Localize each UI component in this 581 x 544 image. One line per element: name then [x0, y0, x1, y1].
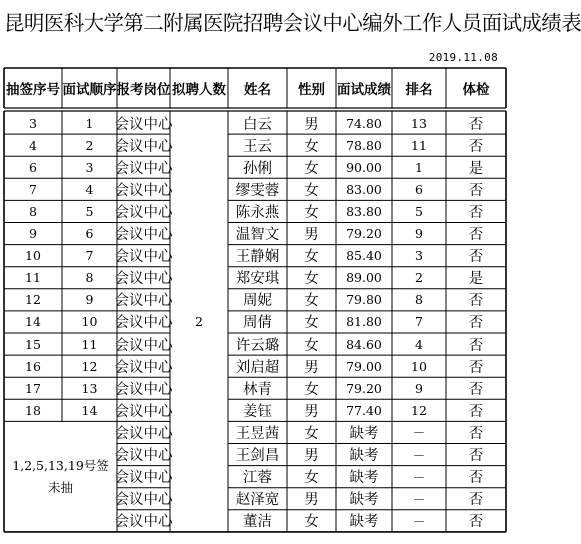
cell-rank: 2 [415, 270, 423, 286]
cell-score: 79.20 [346, 380, 382, 396]
cell-exam: 否 [468, 138, 484, 155]
cell-draw: 8 [29, 203, 37, 219]
cell-name: 孙俐 [243, 160, 272, 177]
cell-draw: 3 [29, 115, 37, 131]
cell-exam: 否 [468, 359, 484, 376]
cell-name: 周妮 [243, 293, 272, 310]
cell-score: 83.00 [346, 181, 382, 197]
cell-rank: 11 [411, 137, 427, 153]
cell-name: 王云 [243, 138, 272, 155]
cell-exam: 否 [468, 337, 484, 354]
cell-score: 缺考 [349, 470, 379, 487]
cell-post: 会议中心 [114, 315, 173, 332]
cell-score: 79.00 [346, 358, 382, 374]
cell-exam: 否 [468, 492, 484, 509]
cell-order: 4 [85, 181, 94, 197]
cell-draw: 15 [25, 336, 41, 352]
cell-order: 1 [85, 115, 94, 131]
cell-exam: 否 [468, 315, 484, 332]
cell-score: 83.80 [346, 203, 382, 219]
cell-draw: 11 [25, 270, 41, 286]
cell-score: 85.40 [346, 248, 382, 264]
cell-order: 11 [81, 336, 98, 352]
header-name: 姓名 [244, 82, 271, 98]
header-interview-order: 面试顺序 [62, 82, 117, 98]
cell-rank: 6 [415, 181, 423, 197]
cell-draw: 16 [25, 358, 41, 374]
cell-order: 14 [81, 402, 98, 418]
cell-name: 林青 [243, 381, 272, 398]
cell-post: 会议中心 [114, 337, 173, 354]
cell-gender: 女 [304, 138, 319, 155]
cell-name: 郑安琪 [235, 271, 280, 288]
cell-draw: 9 [29, 226, 37, 242]
cell-rank: 9 [415, 226, 423, 242]
cell-exam: 否 [468, 403, 484, 420]
cell-exam: 否 [468, 425, 484, 442]
header-hire-count: 拟聘人数 [172, 82, 226, 98]
cell-gender: 女 [304, 337, 319, 354]
header-rank: 排名 [405, 82, 433, 98]
cell-rank: 7 [415, 314, 423, 330]
cell-gender: 女 [304, 293, 319, 310]
cell-name: 姜钰 [243, 403, 272, 420]
cell-exam: 否 [468, 470, 484, 487]
header-score: 面试成绩 [337, 82, 391, 98]
cell-post: 会议中心 [114, 514, 173, 531]
cell-order: 6 [85, 226, 94, 242]
hire-count-cell: 2 [195, 314, 203, 330]
cell-exam: 否 [468, 249, 484, 266]
cell-name: 缪雯蓉 [235, 182, 280, 199]
cell-order: 9 [85, 292, 94, 308]
cell-exam: 否 [468, 293, 484, 310]
cell-gender: 男 [304, 116, 319, 133]
cell-gender: 女 [304, 182, 319, 199]
cell-post: 会议中心 [114, 116, 173, 133]
cell-name: 江蓉 [243, 470, 272, 487]
cell-draw: 14 [25, 314, 41, 330]
cell-gender: 女 [304, 271, 319, 288]
cell-name: 温智文 [235, 227, 280, 244]
cell-gender: 女 [304, 425, 319, 442]
cell-gender: 女 [304, 514, 319, 531]
cell-post: 会议中心 [114, 249, 173, 266]
sheet-date: 2019.11.08 [428, 51, 498, 64]
cell-exam: 否 [468, 204, 484, 221]
cell-post: 会议中心 [114, 425, 173, 442]
cell-exam: 否 [468, 182, 484, 199]
cell-post: 会议中心 [114, 227, 173, 244]
cell-order: 5 [85, 203, 94, 219]
cell-post: 会议中心 [114, 160, 173, 177]
cell-post: 会议中心 [114, 182, 173, 199]
cell-score: 79.20 [346, 226, 382, 242]
cell-rank: 9 [415, 380, 423, 396]
cell-post: 会议中心 [114, 448, 173, 465]
cell-post: 会议中心 [114, 293, 173, 310]
cell-order: 8 [85, 270, 94, 286]
cell-gender: 男 [304, 448, 319, 465]
cell-exam: 否 [468, 448, 484, 465]
cell-rank: 13 [411, 115, 427, 131]
cell-post: 会议中心 [114, 204, 173, 221]
cell-gender: 男 [304, 227, 319, 244]
cell-score: 缺考 [349, 514, 379, 531]
cell-rank: 4 [415, 336, 423, 352]
cell-exam: 是 [468, 271, 484, 288]
cell-name: 王剑昌 [235, 448, 280, 465]
cell-name: 王静娴 [235, 249, 280, 266]
cell-name: 刘启超 [235, 359, 280, 376]
cell-order: 2 [85, 137, 94, 153]
cell-rank: － [412, 469, 426, 485]
cell-rank: － [412, 447, 426, 463]
cell-gender: 女 [304, 249, 319, 266]
cell-gender: 女 [304, 204, 319, 221]
cell-score: 89.00 [346, 270, 382, 286]
cell-post: 会议中心 [114, 403, 173, 420]
cell-score: 81.80 [346, 314, 382, 330]
cell-exam: 否 [468, 227, 484, 244]
cell-post: 会议中心 [114, 359, 173, 376]
cell-gender: 女 [304, 160, 319, 177]
cell-exam: 否 [468, 381, 484, 398]
cell-order: 7 [85, 248, 94, 264]
cell-draw: 4 [29, 137, 37, 153]
cell-score: 78.80 [346, 137, 382, 153]
cell-rank: － [412, 491, 426, 507]
cell-draw: 10 [25, 248, 41, 264]
cell-name: 许云璐 [235, 337, 280, 354]
cell-gender: 女 [304, 315, 319, 332]
cell-post: 会议中心 [114, 271, 173, 288]
cell-score: 缺考 [349, 448, 379, 465]
cell-post: 会议中心 [114, 470, 173, 487]
cell-score: 缺考 [349, 492, 379, 509]
cell-rank: 5 [415, 203, 423, 219]
cell-exam: 是 [468, 160, 484, 177]
cell-gender: 女 [304, 381, 319, 398]
cell-name: 周倩 [243, 315, 272, 332]
cell-score: 74.80 [346, 115, 382, 131]
cell-rank: － [412, 513, 426, 529]
cell-gender: 男 [304, 359, 319, 376]
cell-order: 3 [85, 159, 94, 175]
cell-order: 12 [81, 358, 98, 374]
cell-score: 90.00 [346, 159, 382, 175]
cell-draw: 12 [25, 292, 41, 308]
cell-order: 13 [81, 380, 98, 396]
cell-rank: 3 [415, 248, 423, 264]
cell-draw: 6 [29, 159, 37, 175]
cell-rank: 10 [411, 358, 427, 374]
cell-name: 陈永燕 [235, 204, 280, 221]
cell-score: 缺考 [349, 425, 379, 442]
cell-draw: 7 [29, 181, 37, 197]
cell-name: 赵泽宽 [235, 492, 280, 509]
cell-draw: 18 [25, 402, 41, 418]
cell-post: 会议中心 [114, 492, 173, 509]
page-title: 昆明医科大学第二附属医院招聘会议中心编外工作人员面试成绩表 [4, 11, 581, 35]
cell-name: 王昱茜 [235, 425, 280, 442]
header-gender: 性别 [298, 82, 325, 98]
cell-gender: 男 [304, 403, 319, 420]
cell-gender: 男 [304, 492, 319, 509]
absent-note-cell: 1,2,5,13,19号签未抽 [12, 457, 109, 495]
cell-rank: － [412, 425, 426, 441]
cell-order: 10 [81, 314, 98, 330]
cell-rank: 8 [415, 292, 423, 308]
cell-rank: 12 [411, 402, 427, 418]
cell-draw: 17 [25, 380, 41, 396]
header-post: 报考岗位 [116, 82, 171, 98]
cell-name: 董洁 [243, 514, 272, 531]
cell-score: 77.40 [346, 402, 382, 418]
header-physical-exam: 体检 [462, 82, 490, 98]
cell-gender: 女 [304, 470, 319, 487]
cell-post: 会议中心 [114, 381, 173, 398]
cell-name: 白云 [243, 116, 272, 133]
cell-rank: 1 [415, 159, 423, 175]
header-draw-number: 抽签序号 [6, 82, 60, 98]
cell-exam: 否 [468, 514, 484, 531]
cell-exam: 否 [468, 116, 484, 133]
cell-score: 79.80 [346, 292, 382, 308]
cell-score: 84.60 [346, 336, 382, 352]
cell-post: 会议中心 [114, 138, 173, 155]
